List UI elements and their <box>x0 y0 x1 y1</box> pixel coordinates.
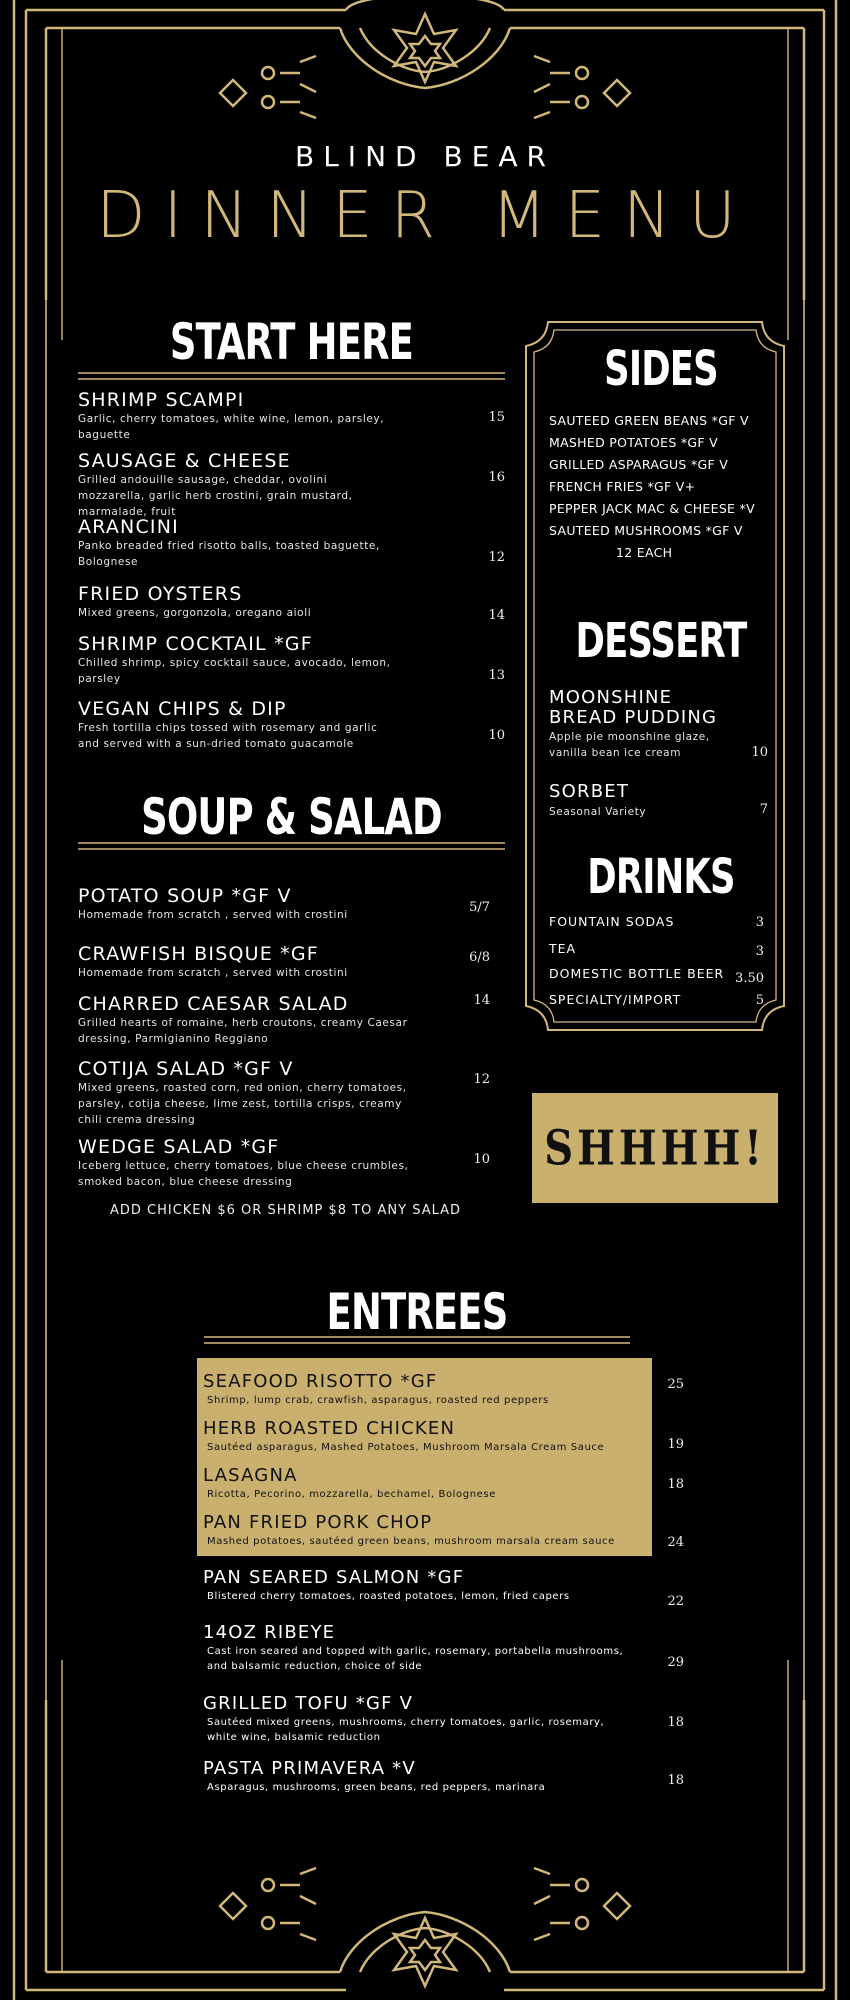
item-price: 10 <box>488 728 505 743</box>
item-desc: Grilled andouille sausage, cheddar, ovolini mozzarella, garlic herb crostini, grain mustard, marmalade, fruit <box>78 474 353 518</box>
promo-box <box>532 1093 778 1203</box>
entree-item <box>203 1758 643 1795</box>
entree-item <box>203 1465 643 1502</box>
restaurant-name: BLIND BEAR <box>295 140 555 173</box>
dessert-heading: DESSERT <box>575 613 747 669</box>
drink-price: 3 <box>755 915 764 930</box>
menu-item <box>78 943 423 981</box>
item-price: 5/7 <box>469 900 490 915</box>
sides-heading: SIDES <box>604 341 718 397</box>
entree-price: 18 <box>667 1715 684 1730</box>
item-price: 12 <box>488 550 505 565</box>
salad-addon-note: ADD CHICKEN $6 OR SHRIMP $8 TO ANY SALAD <box>109 1203 462 1218</box>
drinks-heading: DRINKS <box>587 849 735 905</box>
drink-price: 3 <box>755 944 764 959</box>
dessert-desc: Seasonal Variety <box>549 806 647 818</box>
side-item: SAUTEED GREEN BEANS *GF V <box>549 413 749 428</box>
item-price: 6/8 <box>469 950 490 965</box>
entree-name: HERB ROASTED CHICKEN <box>203 1418 456 1439</box>
entree-desc: Blistered cherry tomatoes, roasted potatoes, lemon, fried capers <box>207 1591 570 1602</box>
item-name: WEDGE SALAD *GF <box>78 1136 280 1158</box>
dessert-name-line1: SORBET <box>549 781 630 802</box>
entree-name: PASTA PRIMAVERA *V <box>203 1758 416 1779</box>
sides-price-each: 12 EACH <box>616 545 673 560</box>
entree-price: 18 <box>667 1477 684 1492</box>
side-item: PEPPER JACK MAC & CHEESE *V <box>549 501 755 516</box>
drink-name: SPECIALTY/IMPORT <box>549 992 682 1007</box>
entree-price: 22 <box>667 1594 684 1609</box>
item-desc: Garlic, cherry tomatoes, white wine, lemon, parsley, baguette <box>78 413 385 441</box>
side-item: SAUTEED MUSHROOMS *GF V <box>549 523 743 538</box>
entree-name: 14OZ RIBEYE <box>203 1622 336 1643</box>
entree-item <box>203 1622 643 1674</box>
item-price: 15 <box>488 410 505 425</box>
item-desc: Iceberg lettuce, cherry tomatoes, blue cheese crumbles, smoked bacon, blue cheese dressing <box>78 1160 409 1188</box>
item-name: SHRIMP SCAMPI <box>78 389 245 411</box>
item-price: 14 <box>473 993 490 1008</box>
entree-item <box>203 1693 643 1745</box>
dessert-name-line2: BREAD PUDDING <box>549 707 718 728</box>
item-desc: Fresh tortilla chips tossed with rosemary and garlic and served with a sun-dried tomato guacamole <box>78 722 378 750</box>
item-desc: Grilled hearts of romaine, herb croutons, creamy Caesar dressing, Parmigianino Reggiano <box>78 1017 408 1045</box>
item-price: 13 <box>488 668 505 683</box>
drink-name: TEA <box>549 941 577 956</box>
item-desc: Mixed greens, gorgonzola, oregano aioli <box>78 607 312 619</box>
item-name: VEGAN CHIPS & DIP <box>78 698 287 720</box>
dessert-name-line1: MOONSHINE <box>549 687 673 708</box>
menu-item <box>78 450 398 520</box>
item-desc: Panko breaded fried risotto balls, toasted baguette, Bolognese <box>78 540 380 568</box>
entree-desc: Sautéed mixed greens, mushrooms, cherry tomatoes, garlic, rosemary, white wine, balsamic reduction <box>207 1717 605 1743</box>
menu-item <box>78 583 398 621</box>
menu-item <box>78 1058 423 1128</box>
entree-desc: Mashed potatoes, sautéed green beans, mushroom marsala cream sauce <box>207 1536 615 1547</box>
side-item: MASHED POTATOES *GF V <box>549 435 719 450</box>
entree-desc: Cast iron seared and topped with garlic, rosemary, portabella mushrooms, and balsamic reduction, choice of side <box>207 1646 624 1672</box>
entree-name: LASAGNA <box>203 1465 298 1486</box>
entree-price: 24 <box>667 1535 684 1550</box>
entree-price: 25 <box>667 1377 684 1392</box>
entree-name: PAN FRIED PORK CHOP <box>203 1512 433 1533</box>
dessert-price: 10 <box>751 745 768 760</box>
entree-desc: Ricotta, Pecorino, mozzarella, bechamel, Bolognese <box>207 1489 496 1500</box>
menu-item <box>78 1136 423 1190</box>
menu-item <box>78 516 398 570</box>
menu-item <box>78 389 398 443</box>
item-name: COTIJA SALAD *GF V <box>78 1058 294 1080</box>
menu-title: DINNER MENU <box>96 179 754 253</box>
promo-text: SHHHH! <box>544 1119 766 1177</box>
item-price: 16 <box>488 470 505 485</box>
soup-salad-heading: SOUP & SALAD <box>141 788 442 846</box>
entree-name: GRILLED TOFU *GF V <box>203 1693 414 1714</box>
item-name: ARANCINI <box>78 516 179 538</box>
entree-desc: Asparagus, mushrooms, green beans, red peppers, marinara <box>207 1782 546 1793</box>
item-name: FRIED OYSTERS <box>78 583 243 605</box>
item-desc: Chilled shrimp, spicy cocktail sauce, avocado, lemon, parsley <box>78 657 391 685</box>
side-item: FRENCH FRIES *GF V+ <box>549 479 696 494</box>
entree-name: SEAFOOD RISOTTO *GF <box>203 1371 438 1392</box>
item-desc: Mixed greens, roasted corn, red onion, cherry tomatoes, parsley, cotija cheese, lime zest, tortilla crisps, creamy chili crema dressing <box>78 1082 407 1126</box>
entree-item <box>203 1567 643 1604</box>
entree-price: 29 <box>667 1655 684 1670</box>
menu-item <box>78 633 398 687</box>
dessert-price: 7 <box>759 802 768 817</box>
entree-item <box>203 1512 643 1549</box>
menu-item <box>78 698 398 752</box>
drink-name: FOUNTAIN SODAS <box>549 914 675 929</box>
dessert-desc: Apple pie moonshine glaze, vanilla bean ice cream <box>549 731 710 759</box>
entree-item <box>203 1418 643 1455</box>
entrees-heading: ENTREES <box>326 1283 508 1341</box>
drink-name: DOMESTIC BOTTLE BEER <box>549 966 725 981</box>
item-name: POTATO SOUP *GF V <box>78 885 292 907</box>
drink-price: 3.50 <box>735 971 764 986</box>
menu-item <box>78 993 423 1047</box>
entree-name: PAN SEARED SALMON *GF <box>203 1567 465 1588</box>
side-item: GRILLED ASPARAGUS *GF V <box>549 457 729 472</box>
start-here-heading: START HERE <box>169 313 414 371</box>
item-name: CRAWFISH BISQUE *GF <box>78 943 319 965</box>
entree-item <box>203 1371 643 1408</box>
item-price: 12 <box>473 1072 490 1087</box>
menu-item <box>78 885 423 923</box>
item-price: 10 <box>473 1152 490 1167</box>
item-price: 14 <box>488 608 505 623</box>
entree-desc: Shrimp, lump crab, crawfish, asparagus, roasted red peppers <box>207 1395 549 1406</box>
item-name: CHARRED CAESAR SALAD <box>78 993 349 1015</box>
item-name: SAUSAGE & CHEESE <box>78 450 291 472</box>
item-name: SHRIMP COCKTAIL *GF <box>78 633 313 655</box>
item-desc: Homemade from scratch , served with crostini <box>78 909 348 921</box>
entree-price: 19 <box>667 1437 684 1452</box>
item-desc: Homemade from scratch , served with crostini <box>78 967 348 979</box>
drink-price: 5 <box>755 993 764 1008</box>
entree-price: 18 <box>667 1773 684 1788</box>
entree-desc: Sautéed asparagus, Mashed Potatoes, Mushroom Marsala Cream Sauce <box>207 1442 605 1453</box>
